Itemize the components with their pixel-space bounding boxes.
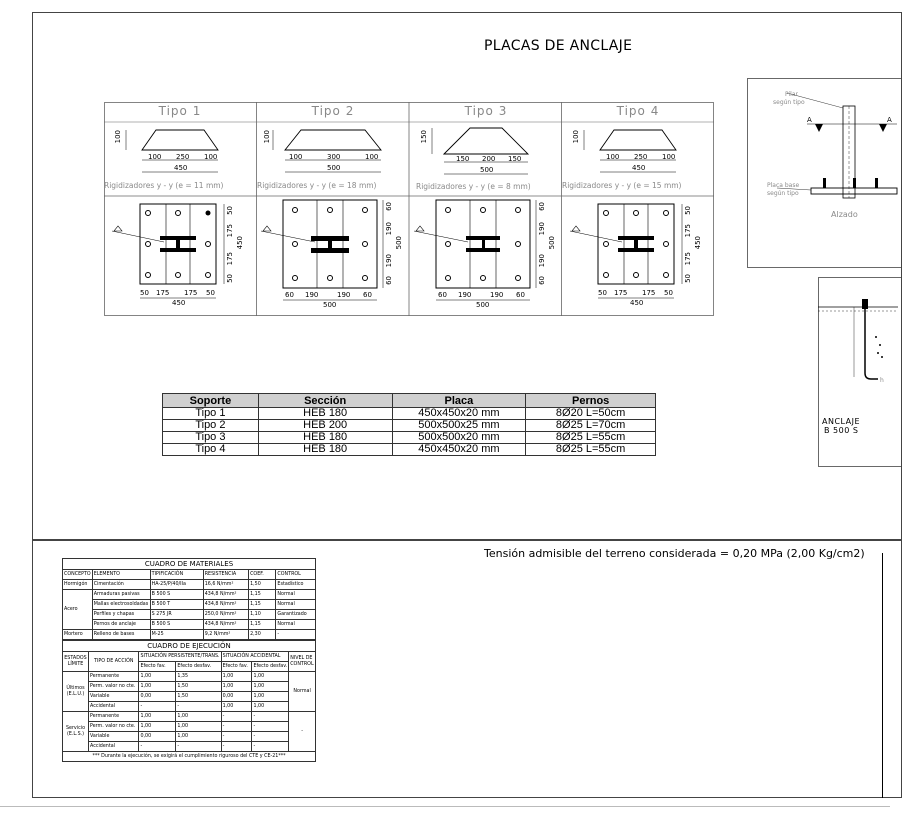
mat-cell: 9,2 N/mm² (203, 630, 248, 640)
tipo-3-v-dim-b: 190 (538, 222, 546, 236)
summary-col-pernos: Pernos (526, 394, 656, 408)
table-row (63, 610, 316, 620)
ejec-h-nivel: NIVEL DE CONTROL (289, 652, 316, 672)
ejec-cell: 1,00 (176, 712, 221, 722)
summary-cell: HEB 180 (258, 432, 392, 444)
ejec-cell: 1,00 (139, 672, 176, 682)
tipo-4-v-dim-d: 50 (684, 274, 692, 283)
mat-cell: Perfiles y chapas (92, 610, 150, 620)
bottom-divider (0, 806, 890, 807)
anclaje-drawing (818, 277, 898, 467)
tipo-4-plan-dim-d: 50 (664, 289, 673, 297)
tipo-2-cell (257, 102, 409, 316)
tipo-1-thickness: 100 (114, 130, 122, 144)
summary-header-row (163, 394, 656, 408)
tipo-2-dim-right: 100 (365, 153, 379, 161)
mat-cell: HA-25/P/40/IIa (150, 580, 203, 590)
summary-cell: 8Ø25 L=70cm (526, 420, 656, 432)
ejec-cell: 1,00 (221, 672, 252, 682)
mat-cell: S 275 JR (150, 610, 203, 620)
alzado-placa-label: Placa base (767, 182, 800, 189)
ejec-cell: - (221, 712, 252, 722)
tipo-3-v-dim-c: 190 (538, 254, 546, 268)
table-row (63, 682, 316, 692)
table-row (163, 444, 656, 456)
summary-cell: 8Ø20 L=50cm (526, 408, 656, 420)
tipo-2-dim-left: 100 (289, 153, 303, 161)
tipo-2-v-dim-a: 60 (385, 202, 393, 211)
tipo-3-dim-mid: 200 (482, 155, 496, 163)
table-row (63, 712, 316, 722)
page-title: PLACAS DE ANCLAJE (484, 38, 633, 54)
tipo-1-v-dim-a: 50 (226, 206, 234, 215)
mat-h-concepto: CONCEPTO (63, 570, 93, 580)
tipo-3-thickness: 150 (420, 130, 428, 144)
tipo-3-v-dim-d: 60 (538, 276, 546, 285)
mat-h-resistencia: RESISTENCIA (203, 570, 248, 580)
materiales-title: CUADRO DE MATERIALES (63, 559, 316, 570)
ejec-cell: - (139, 742, 176, 752)
ejec-cell: Accidental (89, 742, 139, 752)
tipo-1-plan-dim-a: 50 (140, 289, 149, 297)
summary-table (162, 393, 656, 456)
anclaje-detail (818, 277, 890, 467)
mat-cell: 434,8 N/mm² (203, 620, 248, 630)
ejec-cell: 1,00 (221, 702, 252, 712)
tipo-1-v-dim-c: 175 (226, 252, 234, 266)
alzado-caption: Alzado (831, 210, 858, 219)
materiales-table (62, 558, 316, 640)
table-row (163, 420, 656, 432)
mat-cell: Normal (276, 600, 316, 610)
table-row (163, 408, 656, 420)
mat-cell: B 500 S (150, 590, 203, 600)
ejec-elu-control: Normal (289, 672, 316, 712)
ejec-cell: 1,50 (176, 692, 221, 702)
tipo-4-rigidizadores: Rigidizadores y - y (e = 15 mm) (562, 181, 682, 190)
tipo-1-v-dim-d: 50 (226, 274, 234, 283)
tipo-4-dim-left: 100 (606, 153, 620, 161)
ejec-cell: Perm. valor no cte. (89, 722, 139, 732)
alzado-section-a-right: A (887, 116, 892, 124)
tipo-4-v-total: 450 (694, 236, 702, 250)
mat-cell: 1,15 (249, 620, 276, 630)
summary-cell: HEB 180 (258, 444, 392, 456)
tipo-4-plan-dim-c: 175 (642, 289, 656, 297)
table-row (63, 600, 316, 610)
summary-cell: 8Ø25 L=55cm (526, 444, 656, 456)
ejec-cell: - (176, 702, 221, 712)
summary-cell: Tipo 4 (163, 444, 259, 456)
mat-h-coef: COEF. (249, 570, 276, 580)
ejec-cell: 1,00 (252, 692, 289, 702)
summary-cell: Tipo 2 (163, 420, 259, 432)
tipo-3-plan-dim-a: 60 (438, 291, 447, 299)
terrain-note: Tensión admisible del terreno considerada = 0,20 MPa (2,00 Kg/cm2) (484, 547, 865, 560)
tipo-3-plan-dim-b: 190 (458, 291, 472, 299)
table-row (63, 702, 316, 712)
table-row (63, 672, 316, 682)
ejecucion-table (62, 640, 316, 762)
anclaje-h-label: h (880, 377, 884, 384)
ejec-h-persistente: SITUACIÓN PERSISTENTE/TRANS. (139, 652, 221, 662)
mat-cell: Hormigón (63, 580, 93, 590)
ejec-cell: 1,00 (176, 732, 221, 742)
tipo-4-v-dim-a: 50 (684, 206, 692, 215)
mat-cell: 250,0 N/mm² (203, 610, 248, 620)
tipo-2-plan-dim-d: 60 (363, 291, 372, 299)
summary-cell: 8Ø25 L=55cm (526, 432, 656, 444)
ejec-cell: Accidental (89, 702, 139, 712)
summary-cell: 450x450x20 mm (392, 408, 526, 420)
ejec-cell: 1,00 (139, 682, 176, 692)
mat-cell: Acero (63, 590, 93, 630)
summary-cell: Tipo 1 (163, 408, 259, 420)
summary-col-soporte: Soporte (163, 394, 259, 408)
ejec-cell: Permanente (89, 672, 139, 682)
tipo-1-plan-dim-d: 50 (206, 289, 215, 297)
mat-cell: 434,8 N/mm² (203, 600, 248, 610)
tipo-3-cell (410, 102, 562, 316)
ejec-cell: 0,00 (139, 732, 176, 742)
mat-cell: Mallas electrosoldadas (92, 600, 150, 610)
ejec-cell: - (252, 732, 289, 742)
alzado-pilar-sub: según tipo (773, 99, 805, 106)
anclaje-caption-sub: B 500 S (824, 426, 859, 435)
tipo-3-dim-left: 150 (456, 155, 470, 163)
mat-cell: 16,6 N/mm² (203, 580, 248, 590)
table-row (63, 722, 316, 732)
tipo-4-cell (562, 102, 714, 316)
ejec-cell: - (221, 742, 252, 752)
ejec-cell: - (221, 732, 252, 742)
mat-cell: 1,15 (249, 600, 276, 610)
tipo-1-header: Tipo 1 (158, 104, 202, 118)
mat-cell: Garantizado (276, 610, 316, 620)
tipo-4-plan-total: 450 (630, 299, 644, 307)
summary-col-seccion: Sección (258, 394, 392, 408)
ejec-elu-label: Últimos (E.L.U.) (63, 672, 89, 712)
tipo-1-dim-right: 100 (204, 153, 218, 161)
ejec-cell: - (139, 702, 176, 712)
ejec-cell: 1,00 (252, 702, 289, 712)
tipo-3-header: Tipo 3 (464, 104, 508, 118)
tipo-4-plan-dim-a: 50 (598, 289, 607, 297)
alzado-detail (747, 78, 890, 268)
tipo-4-v-dim-c: 175 (684, 252, 692, 266)
tipo-4-dim-right: 100 (662, 153, 676, 161)
tipo-2-plan-dim-c: 190 (337, 291, 351, 299)
summary-cell: Tipo 3 (163, 432, 259, 444)
tipo-1-cell (104, 102, 256, 316)
ejec-cell: 1,35 (176, 672, 221, 682)
tipo-3-dim-total: 500 (480, 166, 494, 174)
tipos-grid (104, 102, 714, 316)
anclaje-caption: ANCLAJE (822, 417, 861, 426)
alzado-pilar-label: Pilar (785, 91, 798, 98)
summary-cell: 500x500x25 mm (392, 420, 526, 432)
tipo-4-dim-total: 450 (632, 164, 646, 172)
tipo-2-v-dim-c: 190 (385, 254, 393, 268)
tipo-4-plan-dim-b: 175 (614, 289, 628, 297)
mat-cell: B 500 T (150, 600, 203, 610)
ejec-cell: Perm. valor no cte. (89, 682, 139, 692)
tipo-1-plan-dim-c: 175 (184, 289, 198, 297)
mat-cell: Estadístico (276, 580, 316, 590)
table-row (63, 742, 316, 752)
tipo-4-header: Tipo 4 (616, 104, 660, 118)
mat-h-control: CONTROL (276, 570, 316, 580)
mat-h-tipificacion: TIPIFICACIÓN (150, 570, 203, 580)
mat-cell: Normal (276, 590, 316, 600)
tipo-2-rigidizadores: Rigidizadores y - y (e = 18 mm) (257, 181, 377, 190)
ejec-sub: Efecto desfav. (176, 662, 221, 672)
ejec-cell: 1,00 (176, 722, 221, 732)
tipo-2-dim-mid: 300 (327, 153, 341, 161)
alzado-drawing (747, 78, 897, 268)
ejec-cell: - (221, 722, 252, 732)
mat-cell: 1,15 (249, 590, 276, 600)
summary-cell: 450x450x20 mm (392, 444, 526, 456)
tipo-1-dim-mid: 250 (176, 153, 190, 161)
ejec-cell: Variable (89, 692, 139, 702)
ejecucion-title: CUADRO DE EJECUCIÓN (63, 641, 316, 652)
ejec-cell: - (252, 722, 289, 732)
tipo-1-rigidizadores: Rigidizadores y - y (e = 11 mm) (104, 181, 224, 190)
table-row (63, 620, 316, 630)
mat-cell: Relleno de bases (92, 630, 150, 640)
mat-cell: Pernos de anclaje (92, 620, 150, 630)
ejec-cell: 0,00 (221, 692, 252, 702)
ejec-cell: 1,00 (139, 712, 176, 722)
ejec-sub: Efecto fav. (221, 662, 252, 672)
ejec-els-control: - (289, 712, 316, 752)
table-row (163, 432, 656, 444)
tipo-1-v-total: 450 (236, 236, 244, 250)
tipo-2-plan-dim-a: 60 (285, 291, 294, 299)
tipo-1-v-dim-b: 175 (226, 224, 234, 238)
ejec-sub: Efecto fav. (139, 662, 176, 672)
ejec-cell: 1,50 (176, 682, 221, 692)
table-row (63, 692, 316, 702)
ejec-els-label: Servicio (E.L.S.) (63, 712, 89, 752)
mat-cell: - (276, 630, 316, 640)
tipo-4-thickness: 100 (572, 130, 580, 144)
mat-cell: Mortero (63, 630, 93, 640)
ejec-cell: 0,00 (139, 692, 176, 702)
tipo-3-v-dim-a: 60 (538, 202, 546, 211)
tipo-4-dim-mid: 250 (634, 153, 648, 161)
ejec-cell: - (176, 742, 221, 752)
tipo-3-plan-dim-d: 60 (516, 291, 525, 299)
tipo-2-thickness: 100 (263, 130, 271, 144)
tipo-2-v-dim-d: 60 (385, 276, 393, 285)
mat-cell: Cimentación (92, 580, 150, 590)
tipo-1-plan-total: 450 (172, 299, 186, 307)
mat-cell: Armaduras pasivas (92, 590, 150, 600)
ejec-h-estados: ESTADOS LÍMITE (63, 652, 89, 672)
mat-cell: 434,8 N/mm² (203, 590, 248, 600)
tipo-2-v-dim-b: 190 (385, 222, 393, 236)
ejec-cell: 1,00 (252, 682, 289, 692)
summary-cell: HEB 180 (258, 408, 392, 420)
summary-col-placa: Placa (392, 394, 526, 408)
mat-h-elemento: ELEMENTO (92, 570, 150, 580)
tipo-2-plan-dim-b: 190 (305, 291, 319, 299)
tipo-4-v-dim-b: 175 (684, 224, 692, 238)
table-row (63, 580, 316, 590)
tipo-1-dim-left: 100 (148, 153, 162, 161)
ejec-h-accidental: SITUACIÓN ACCIDENTAL (221, 652, 289, 662)
tipo-2-v-total: 500 (395, 236, 403, 250)
tipo-3-plan-total: 500 (476, 301, 490, 309)
table-row (63, 590, 316, 600)
mat-cell: M-25 (150, 630, 203, 640)
ejec-cell: - (252, 742, 289, 752)
ejec-cell: 1,00 (139, 722, 176, 732)
summary-cell: 500x500x20 mm (392, 432, 526, 444)
mat-cell: Normal (276, 620, 316, 630)
tipo-1-plan-dim-b: 175 (156, 289, 170, 297)
ejec-cell: Permanente (89, 712, 139, 722)
ejec-sub: Efecto desfav. (252, 662, 289, 672)
titleblock-divider (882, 553, 883, 798)
mat-cell: 1,10 (249, 610, 276, 620)
mat-cell: B 500 S (150, 620, 203, 630)
alzado-placa-sub: según tipo (767, 190, 799, 197)
ejec-cell: 1,00 (252, 672, 289, 682)
tipo-2-plan-total: 500 (323, 301, 337, 309)
ejec-cell: 1,00 (221, 682, 252, 692)
alzado-section-a-left: A (807, 116, 812, 124)
tipo-2-dim-total: 500 (327, 164, 341, 172)
tipo-3-plan-dim-c: 190 (490, 291, 504, 299)
ejec-h-tipo: TIPO DE ACCIÓN (89, 652, 139, 672)
table-row (63, 732, 316, 742)
summary-cell: HEB 200 (258, 420, 392, 432)
ejecucion-footer: *** Durante la ejecución, se exigirá el cumplimiento riguroso del CTE y CE-21*** (63, 752, 316, 762)
tipo-3-dim-right: 150 (508, 155, 522, 163)
tipo-3-v-total: 500 (548, 236, 556, 250)
tipo-3-rigidizadores: Rigidizadores y - y (e = 8 mm) (416, 182, 531, 191)
mat-cell: 1,50 (249, 580, 276, 590)
ejec-cell: - (252, 712, 289, 722)
mat-cell: 2,30 (249, 630, 276, 640)
tipo-1-dim-total: 450 (174, 164, 188, 172)
table-row (63, 630, 316, 640)
tipo-2-header: Tipo 2 (311, 104, 355, 118)
ejec-cell: Variable (89, 732, 139, 742)
